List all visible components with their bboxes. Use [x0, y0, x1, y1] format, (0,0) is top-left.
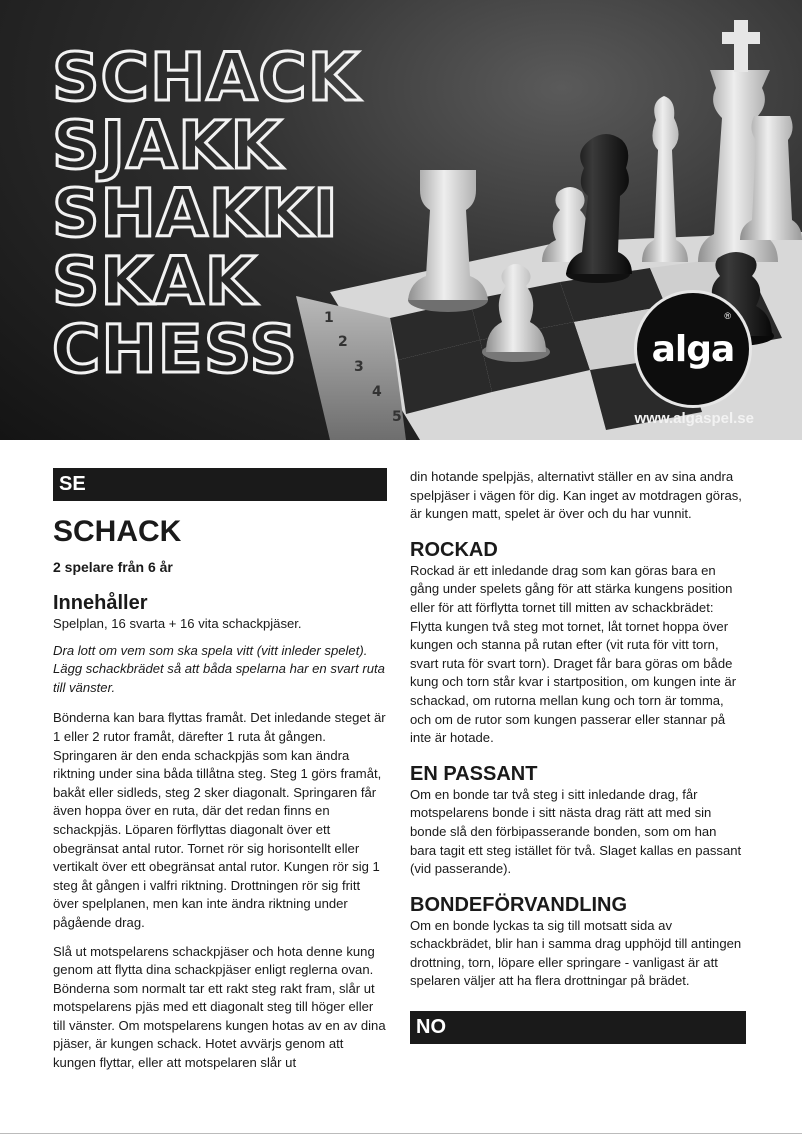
intro-italic-text: Dra lott om vem som ska spela vitt (vitt inleder spelet). Lägg schackbrädet så att båda spelarna har en svart ruta till vänster.	[53, 642, 385, 695]
logo-text: alga	[651, 328, 735, 370]
multilingual-title-stack	[52, 39, 360, 388]
website-url[interactable]: www.algaspel.se	[634, 410, 754, 427]
capture-rules-text: Slå ut motspelarens schackpjäser och hota denne kung genom att flytta dina schackpjäser enligt reglerna ovan. Bönderna som normalt tar ett rakt steg rakt fram, slår ut motspelarens pjäs med ett diagonalt steg till höger eller till vänster. Om motspelarens kungen hotas av en av dina pjäser, är kungen schack. Hotet avvärjs genom att kungen flyttar, eller att motspelaren slår ut	[53, 943, 386, 1071]
svg-text:4: 4	[372, 384, 382, 400]
title-norwegian: SJAKK	[52, 107, 283, 184]
section-bar-no: NO	[410, 1011, 746, 1044]
title-danish: SKAK	[52, 243, 257, 320]
title-english: CHESS	[52, 311, 298, 388]
section-bar-se: SE	[53, 468, 387, 501]
en-passant-text: Om en bonde tar två steg i sitt inledande drag, får motspelarens bonde i sitt nästa drag rätt att med sin bonde slå den förbipasserande bonden, som om han bara tagit ett steg istället för två. Slaget kallas en passant (vid passerande).	[410, 786, 742, 877]
svg-text:3: 3	[354, 359, 364, 375]
continuation-text: din hotande spelpjäs, alternativt ställer en av sina andra spelpjäser i vägen för dig. Kan inget av motdragen göras, är kungen matt, spelet är över och du har vunnit.	[410, 469, 742, 522]
white-rook	[408, 170, 488, 312]
right-column	[410, 468, 746, 1044]
players-age-subtitle: 2 spelare från 6 år	[53, 559, 173, 575]
svg-text:1: 1	[324, 310, 334, 326]
movement-rules-text: Bönderna kan bara flyttas framåt. Det inledande steget är 1 eller 2 rutor framåt, därefter 1 ruta åt gången. Springaren är den enda schackpjäs som kan ändra riktning under sina båda tillåtna steg. Steg 1 görs framåt, bakåt eller sidleds, steg 2 sker diagonalt. Springaren får även hoppa över en ruta, där det redan finns en schackpjäs. Löparen förflyttas diagonalt över ett obegränsat antal rutor. Tornet rör sig horisontellt eller vertikalt över ett obegränsat antal rutor. Kungen rör sig 1 steg åt gången i valfri riktning. Drottningen rör sig fritt över spelplanen, men kan inte ändra riktning under pågående drag.	[53, 710, 386, 930]
en-passant-heading: EN PASSANT	[410, 762, 538, 785]
contents-heading: Innehåller	[53, 592, 148, 614]
svg-text:2: 2	[338, 334, 348, 350]
promotion-heading: BONDEFÖRVANDLING	[410, 893, 628, 916]
alga-logo	[634, 290, 752, 408]
page-bottom-rule	[0, 1133, 802, 1134]
promotion-text: Om en bonde lyckas ta sig till motsatt sida av schackbrädet, blir han i samma drag upphöjd till antingen drottning, torn, löpare eller springare - vanligast är att spelaren väljer att ha flera drottningar på brädet.	[410, 917, 742, 989]
page-title: SCHACK	[53, 515, 182, 548]
title-finnish: SHAKKI	[52, 175, 339, 252]
hero-photo	[0, 0, 802, 440]
title-swedish: SCHACK	[52, 39, 360, 116]
rockad-heading: ROCKAD	[410, 538, 498, 561]
rockad-text: Rockad är ett inledande drag som kan göras bara en gång under spelets gång för att stärka kungens position eller för att förflytta tornet till mitten av schackbrädet: Flytta kungen två steg mot tornet, låt tornet hoppa över kungen och stanna på rutan efter (vit ruta för vitt torn, svart ruta för svart torn). Draget får bara göras om både kung och torn står kvar i startposition, om kungen inte är schackad, om rutorna mellan kung och torn är tomma, och om de rutor som kungen passerar eller stannar på inte är hotade.	[410, 562, 737, 746]
left-column	[53, 468, 387, 1073]
registered-mark: ®	[724, 311, 731, 321]
contents-text: Spelplan, 16 svarta + 16 vita schackpjäser.	[53, 616, 302, 631]
svg-text:5: 5	[392, 409, 402, 425]
